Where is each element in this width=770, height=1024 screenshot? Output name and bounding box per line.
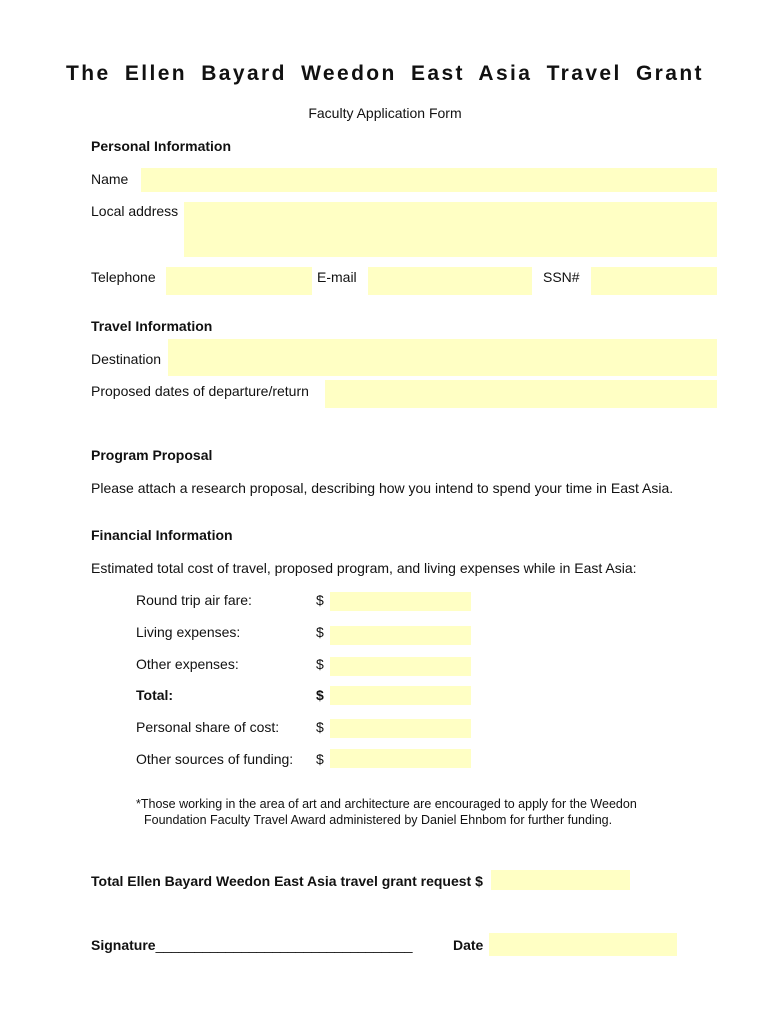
currency-symbol: $ <box>316 592 324 608</box>
other-expenses-label: Other expenses: <box>136 656 239 672</box>
telephone-label: Telephone <box>91 269 156 285</box>
departure-return-dates-label: Proposed dates of departure/return <box>91 383 309 399</box>
round-trip-air-fare-field[interactable] <box>330 592 471 611</box>
personal-share-of-cost-field[interactable] <box>330 719 471 738</box>
currency-symbol: $ <box>316 624 324 640</box>
grant-request-label: Total Ellen Bayard Weedon East Asia travel grant request $ <box>91 873 483 889</box>
currency-symbol: $ <box>316 719 324 735</box>
page-title: The Ellen Bayard Weedon East Asia Travel Grant <box>66 62 704 85</box>
personal-share-of-cost-label: Personal share of cost: <box>136 719 280 735</box>
currency-symbol: $ <box>316 656 324 672</box>
name-label: Name <box>91 171 129 187</box>
departure-return-dates-field[interactable] <box>325 380 717 408</box>
personal-information-heading: Personal Information <box>91 138 232 154</box>
currency-symbol: $ <box>316 687 324 703</box>
signature-line[interactable]: _________________________________ <box>155 937 413 953</box>
email-label: E-mail <box>317 269 357 285</box>
other-expenses-field[interactable] <box>330 657 471 676</box>
name-field[interactable] <box>141 168 717 192</box>
ssn-label: SSN# <box>543 269 580 285</box>
total-label: Total: <box>136 687 174 703</box>
ssn-field[interactable] <box>591 267 717 295</box>
other-sources-of-funding-label: Other sources of funding: <box>136 751 294 767</box>
financial-information-heading: Financial Information <box>91 527 233 543</box>
page-subtitle: Faculty Application Form <box>308 105 462 121</box>
program-proposal-heading: Program Proposal <box>91 447 213 463</box>
date-label: Date <box>453 937 484 953</box>
living-expenses-label: Living expenses: <box>136 624 241 640</box>
signature-label <box>91 937 413 953</box>
grant-request-field[interactable] <box>491 870 630 890</box>
funding-note-line-2: Foundation Faculty Travel Award administered by Daniel Ehnbom for further funding. <box>144 813 613 827</box>
financial-intro-text: Estimated total cost of travel, proposed program, and living expenses while in East Asia: <box>91 560 637 576</box>
destination-label: Destination <box>91 351 162 367</box>
email-field[interactable] <box>368 267 532 295</box>
local-address-label: Local address <box>91 203 179 219</box>
funding-note-line-1: *Those working in the area of art and architecture are encouraged to apply for the Weedon <box>136 797 637 811</box>
living-expenses-field[interactable] <box>330 626 471 645</box>
signature-label-text: Signature <box>91 937 156 953</box>
total-field[interactable] <box>330 686 471 705</box>
date-field[interactable] <box>489 933 677 956</box>
travel-information-heading: Travel Information <box>91 318 213 334</box>
other-sources-of-funding-field[interactable] <box>330 749 471 768</box>
currency-symbol: $ <box>316 751 324 767</box>
telephone-field[interactable] <box>166 267 312 295</box>
round-trip-air-fare-label: Round trip air fare: <box>136 592 252 608</box>
local-address-field[interactable] <box>184 202 717 257</box>
program-proposal-text: Please attach a research proposal, describing how you intend to spend your time in East Asia. <box>91 480 674 496</box>
destination-field[interactable] <box>168 339 717 376</box>
